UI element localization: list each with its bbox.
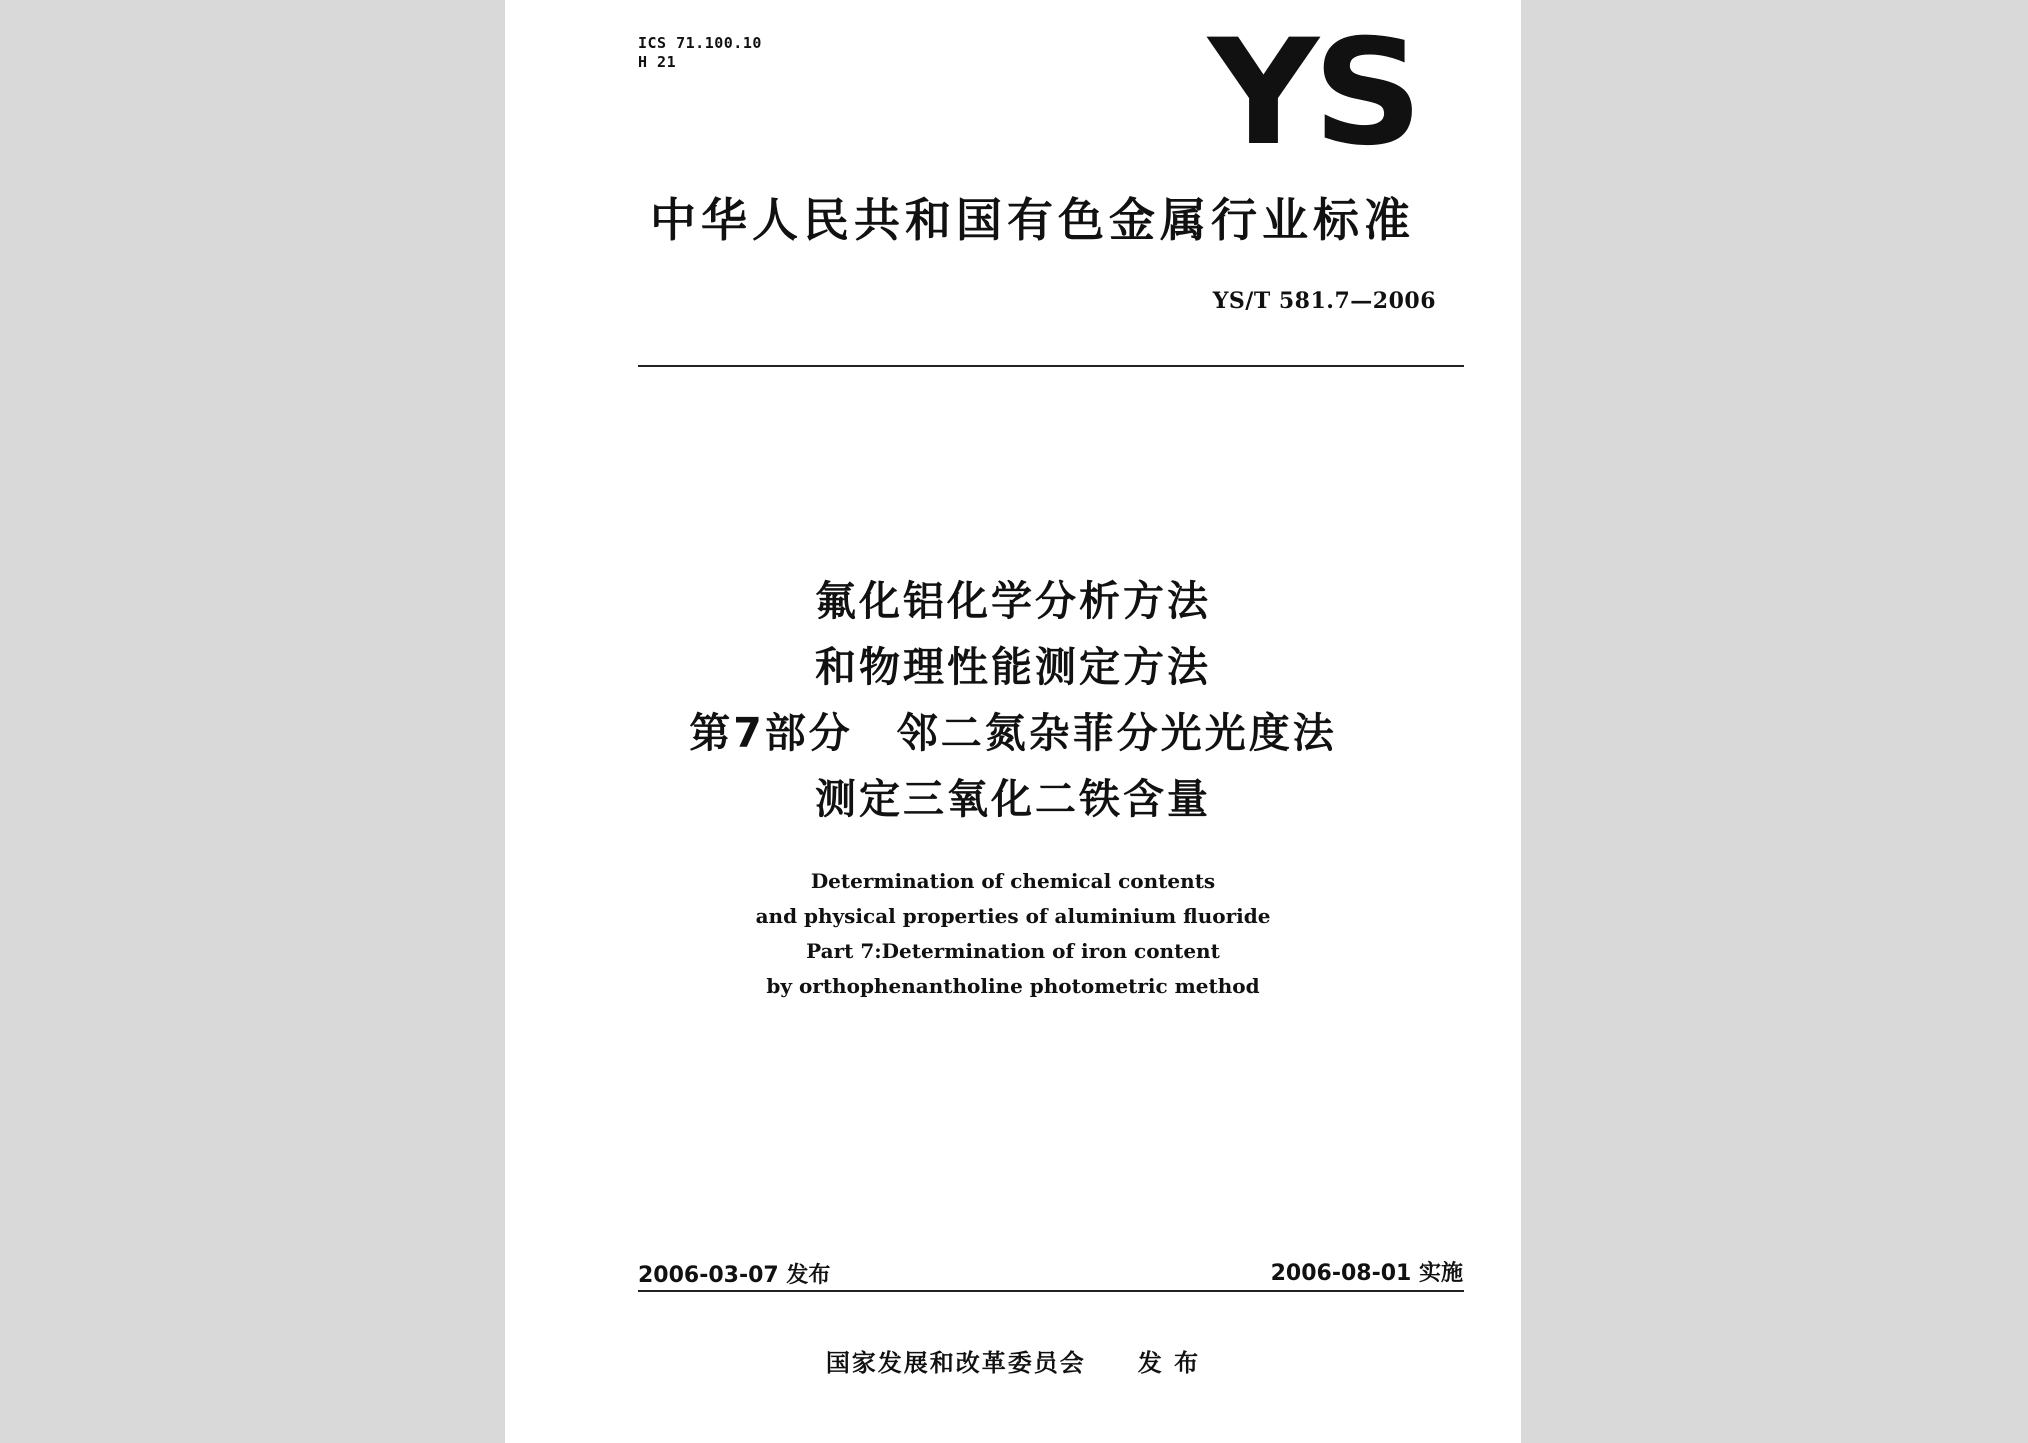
- english-title-line: Determination of chemical contents: [810, 869, 1216, 893]
- english-title-line: Part 7:Determination of iron content: [806, 939, 1220, 963]
- issuer: 国家发展和改革委员会 发 布: [825, 1349, 1201, 1377]
- english-title-line: and physical properties of aluminium fluoride: [755, 904, 1271, 928]
- ics-block: [638, 34, 762, 72]
- english-title: [505, 864, 1521, 1004]
- chinese-title: [505, 568, 1521, 832]
- issue-date: 2006-03-07 发布: [638, 1263, 831, 1288]
- chinese-title-line: 测定三氧化二铁含量: [815, 775, 1211, 823]
- chinese-title-line: 和物理性能测定方法: [815, 643, 1211, 691]
- chinese-title-line: 氟化铝化学分析方法: [815, 577, 1211, 625]
- standard-code: YS/T 581.7—2006: [1212, 288, 1436, 314]
- english-title-line: by orthophenantholine photometric method: [766, 974, 1260, 998]
- ys-logo: YS: [1208, 8, 1417, 178]
- implementation-date: 2006-08-01 实施: [1270, 1261, 1463, 1286]
- standard-title: 中华人民共和国有色金属行业标准: [650, 193, 1415, 247]
- header-divider: [638, 365, 1464, 367]
- chinese-title-line: 第7部分 邻二氮杂菲分光光度法: [689, 709, 1337, 757]
- footer-divider: [638, 1290, 1464, 1292]
- classification-code: H 21: [638, 53, 677, 71]
- ics-code: ICS 71.100.10: [638, 34, 762, 52]
- document-page: [505, 0, 1521, 1443]
